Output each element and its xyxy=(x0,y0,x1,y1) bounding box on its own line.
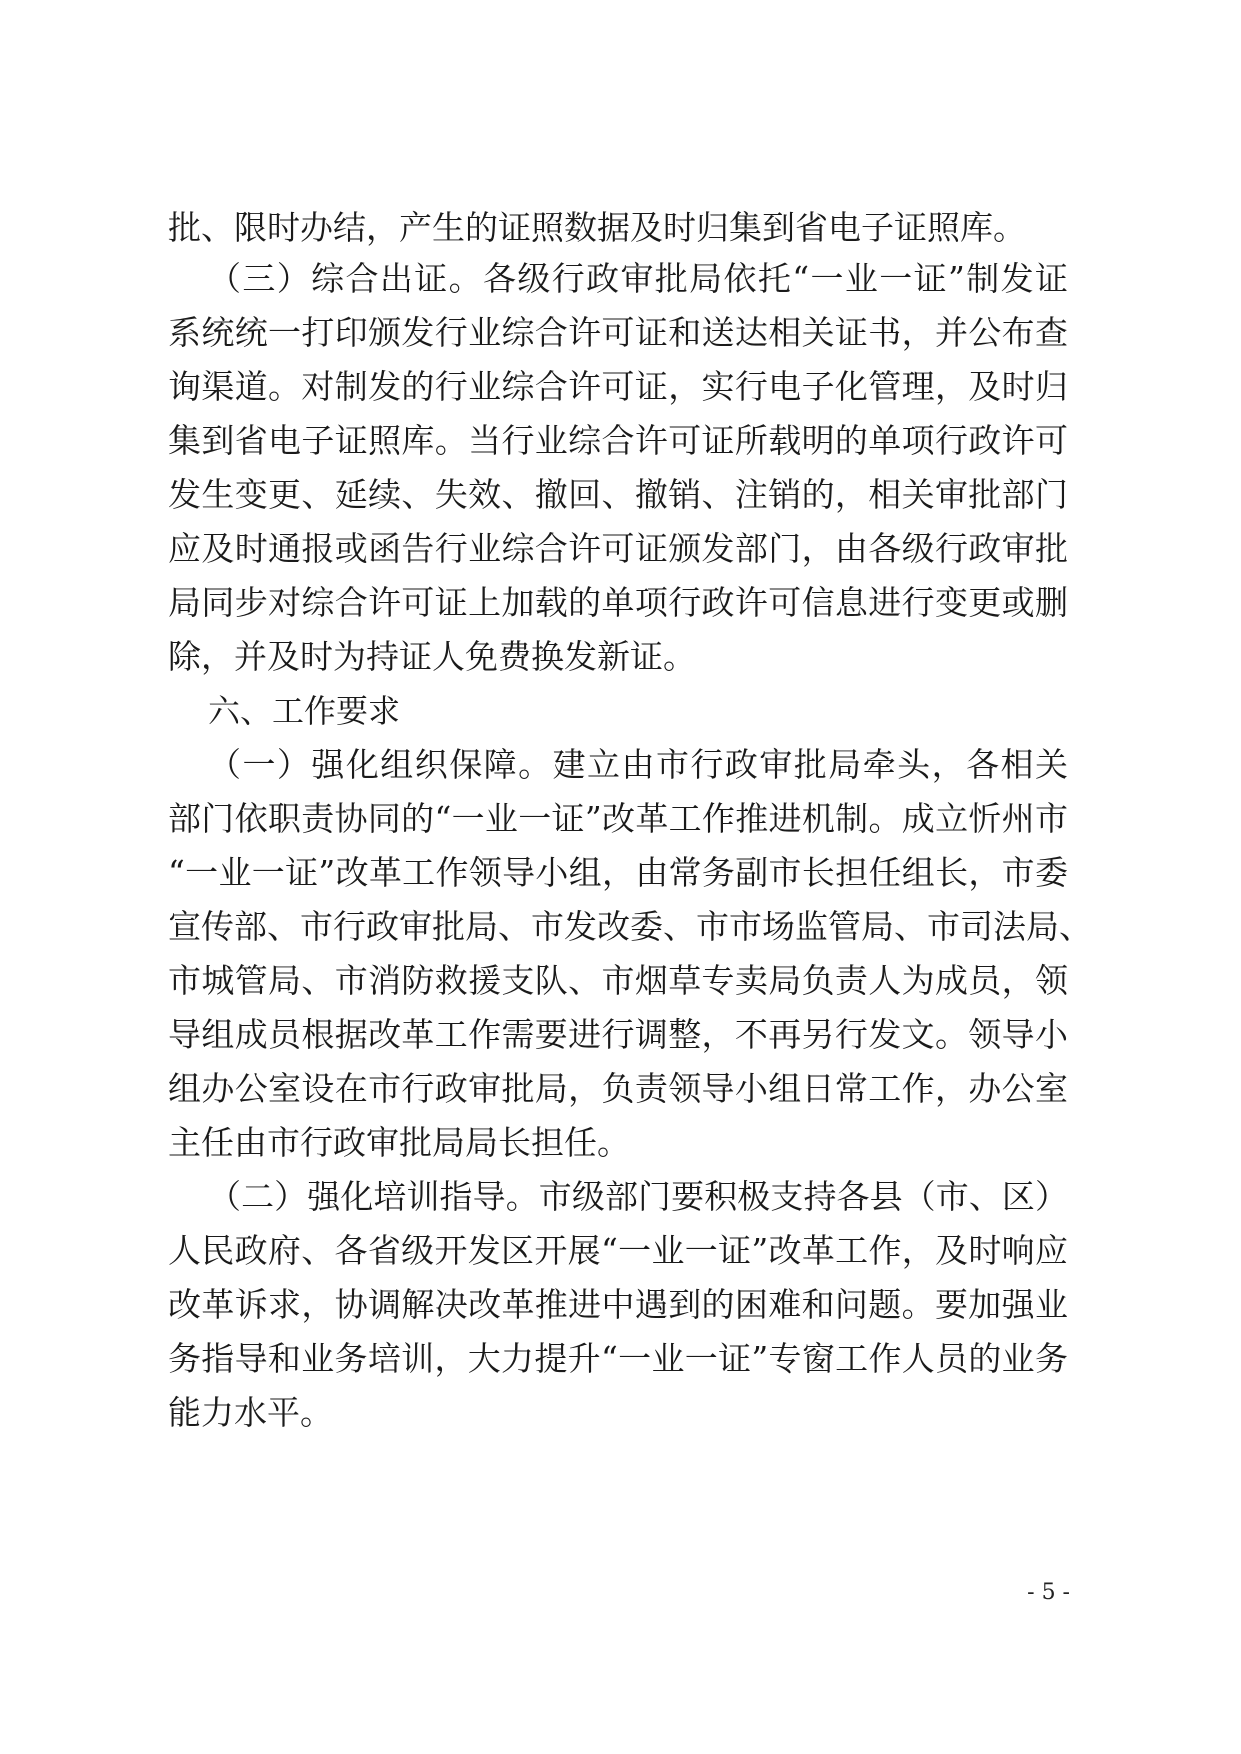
text-line: 发生变更、延续、失效、撤回、撤销、注销的，相关审批部门 xyxy=(168,475,1068,514)
subsection-one-line: （一）强化组织保障。建立由市行政审批局牵头，各相关 xyxy=(208,745,1068,784)
text-line: 集到省电子证照库。当行业综合许可证所载明的单项行政许可 xyxy=(168,421,1068,460)
text-line: 人民政府、各省级开发区开展“一业一证”改革工作，及时响应 xyxy=(168,1231,1068,1270)
text-line: 导组成员根据改革工作需要进行调整，不再另行发文。领导小 xyxy=(168,1015,1068,1054)
text-line: “一业一证”改革工作领导小组，由常务副市长担任组长，市委 xyxy=(168,853,1068,892)
text-line: 批、限时办结，产生的证照数据及时归集到省电子证照库。 xyxy=(168,208,1026,247)
text-line: 应及时通报或函告行业综合许可证颁发部门，由各级行政审批 xyxy=(168,529,1068,568)
text-line: 改革诉求，协调解决改革推进中遇到的困难和问题。要加强业 xyxy=(168,1285,1068,1324)
section-three-heading-line: （三）综合出证。各级行政审批局依托“一业一证”制发证 xyxy=(208,259,1068,298)
section-six-heading: 六、工作要求 xyxy=(208,692,401,730)
text-line: 主任由市行政审批局局长担任。 xyxy=(168,1123,630,1162)
text-line: 除，并及时为持证人免费换发新证。 xyxy=(168,637,696,676)
text-line: 组办公室设在市行政审批局，负责领导小组日常工作，办公室 xyxy=(168,1069,1068,1108)
text-line: 系统统一打印颁发行业综合许可证和送达相关证书，并公布查 xyxy=(168,313,1068,352)
subsection-two-line: （二）强化培训指导。市级部门要积极支持各县（市、区） xyxy=(208,1177,1068,1216)
text-line: 部门依职责协同的“一业一证”改革工作推进机制。成立忻州市 xyxy=(168,799,1068,838)
text-line: 局同步对综合许可证上加载的单项行政许可信息进行变更或删 xyxy=(168,583,1068,622)
text-line: 能力水平。 xyxy=(168,1393,333,1432)
text-line: 务指导和业务培训，大力提升“一业一证”专窗工作人员的业务 xyxy=(168,1339,1068,1378)
page-number: - 5 - xyxy=(1027,1580,1070,1605)
text-line: 市城管局、市消防救援支队、市烟草专卖局负责人为成员，领 xyxy=(168,961,1068,1000)
text-line: 询渠道。对制发的行业综合许可证，实行电子化管理，及时归 xyxy=(168,367,1068,406)
text-line: 宣传部、市行政审批局、市发改委、市市场监管局、市司法局、 xyxy=(168,907,1092,946)
